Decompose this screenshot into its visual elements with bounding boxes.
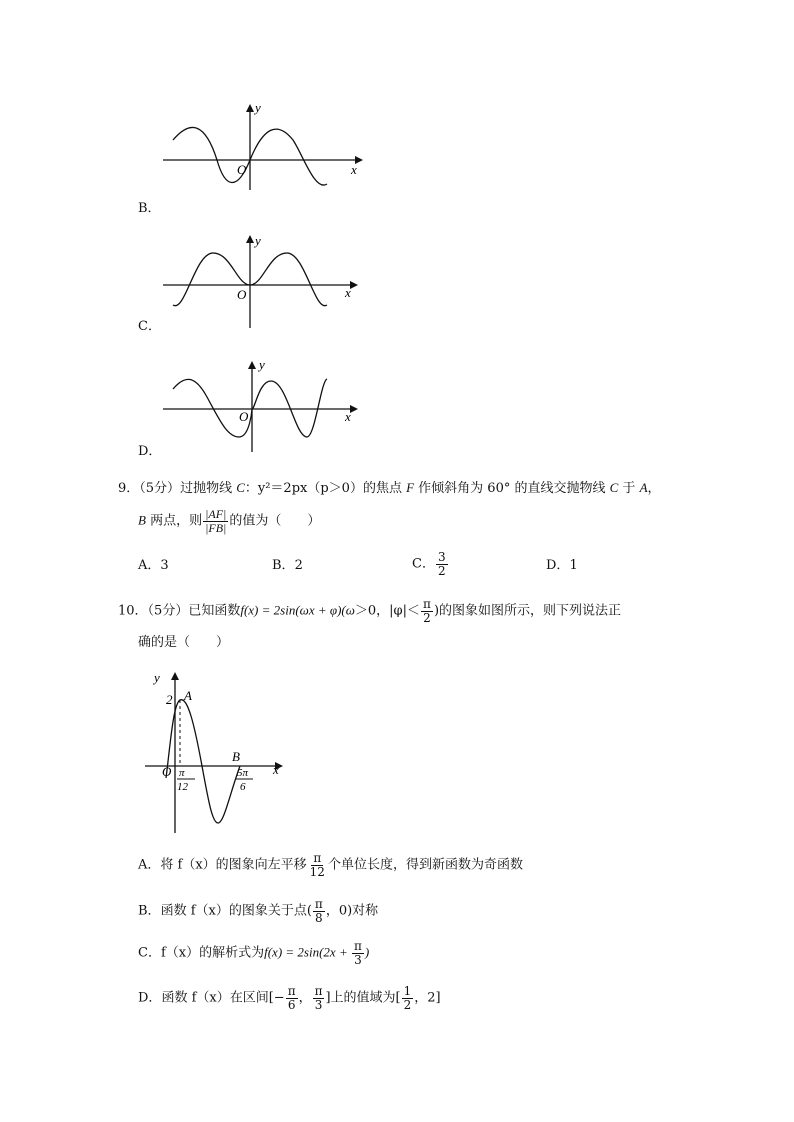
q9-text6: 的值为（ ） [229,513,321,529]
tick-pi12-den: 12 [177,781,188,793]
q9-focus: F [406,480,415,495]
q10-text2: )的图象如图所示，则下列说法正 [433,603,622,619]
x-axis-label: x [351,162,357,177]
graph-option-c [155,233,375,328]
option-formula: f(x) = 2sin(2x + [264,944,351,960]
q9-text3: 作倾斜角为 60° 的直线交抛物线 [414,481,610,496]
q9-text5: 两点，则 [145,513,203,529]
y-axis-label: y [255,100,261,115]
option-text: f（x）的解析式为 [160,945,265,961]
graph-option-b [155,100,375,190]
q10-text1: 已知函数 [188,603,241,619]
value-2-label: 2 [166,692,173,707]
option-text: 将 f（x）的图象向左平移 [160,857,307,873]
q9-ratio [203,508,228,534]
choice-label: A． [138,558,161,573]
q9-choice-b[interactable] [272,559,303,572]
q9-text1: 过抛物线 [180,481,237,496]
tick-5pi6-num: 5π [237,767,249,779]
option-label: C． [138,945,161,961]
frac-den: 12 [309,864,325,879]
frac-num: π [287,984,296,998]
option-formula-end: ) [364,944,370,960]
option-d-label: D． [138,444,162,459]
tick-5pi6-den: 6 [240,781,246,793]
q10-score: （5分） [147,603,189,619]
x-axis-label: x [273,762,279,777]
q10-option-a[interactable] [138,852,523,878]
origin-label: O [237,287,247,302]
q9-equation: ：y²＝2px（p＞0） [244,481,363,496]
q9-text2: 的焦点 [362,481,407,496]
y-axis-label: y [259,357,265,372]
option-text: ， [298,990,312,1006]
q9-point-b: B [138,512,146,528]
frac-den: 8 [315,910,323,925]
q10-option-b[interactable] [138,898,378,924]
frac-den: 6 [287,997,296,1012]
q9-comma: ， [647,481,661,496]
choice-label: D． [546,558,570,573]
q9-choice-d[interactable] [546,559,578,572]
origin-label: O [239,409,249,424]
y-axis-label: y [255,233,261,248]
q10-line2: 确的是（ ） [138,635,230,650]
q9-choice-a[interactable] [138,559,169,572]
point-a-label: A [184,688,192,703]
frac-num: 1 [403,984,412,998]
q10-number: 10． [118,603,148,619]
choice-value: 3 [160,558,169,573]
q9-line2 [138,508,320,534]
q9-ratio-den: |FB| [205,520,227,535]
option-c-label: C． [138,319,161,334]
q10-graph [140,668,300,838]
option-text: ，2] [414,990,441,1006]
option-text: 个单位长度，得到新函数为奇函数 [327,857,523,873]
frac-num: π [353,939,362,953]
origin-label: O [237,162,247,177]
origin-label: O [162,764,172,779]
point-b-label: B [232,749,240,764]
x-axis-label: x [345,409,351,424]
frac-num: π [313,851,322,865]
y-axis-label: y [154,670,160,685]
q9-number: 9． [118,481,140,496]
q10-function: f(x) = 2sin(ωx + φ)(ω [240,602,355,618]
option-label: A． [138,857,161,873]
frac-den: 2 [403,997,412,1012]
q10-condition: ＞0，|φ|＜ [354,603,421,619]
q9-curve2: C [609,480,619,495]
q10-two: 2 [423,610,431,625]
q10-pi: π [423,597,431,611]
q9-text4: 于 [618,481,640,496]
frac-den: 3 [314,997,323,1012]
choice-value: 1 [569,558,578,573]
choice-label: C． [412,556,435,572]
option-b-label: B． [138,201,161,216]
q9-point-a: A [639,480,648,495]
option-text: 函数 f（x）在区间[− [161,990,285,1006]
choice-den: 2 [437,563,446,578]
q10-line1 [118,598,621,624]
option-label: B． [138,903,161,919]
graph-option-d [155,357,375,452]
option-text: ]上的值域为[ [325,990,401,1006]
choice-value: 2 [294,558,303,573]
q10-option-d[interactable] [138,985,441,1011]
option-text: 函数 f（x）的图象关于点( [160,903,312,919]
x-axis-label: x [345,285,351,300]
q10-option-c[interactable] [138,940,369,966]
choice-num: 3 [437,550,446,564]
frac-num: π [314,897,323,911]
frac-den: 3 [354,952,362,967]
frac-num: π [314,984,323,998]
q9-curve: C [236,480,245,495]
q9-score: （5分） [139,481,181,496]
option-text: ，0)对称 [325,903,379,919]
option-label: D． [138,990,162,1006]
q9-ratio-num: |AF| [205,507,227,521]
tick-pi12-num: π [179,767,185,779]
q9-choice-c[interactable] [412,551,449,577]
choice-label: B． [272,558,295,573]
q9-line1 [118,481,661,495]
